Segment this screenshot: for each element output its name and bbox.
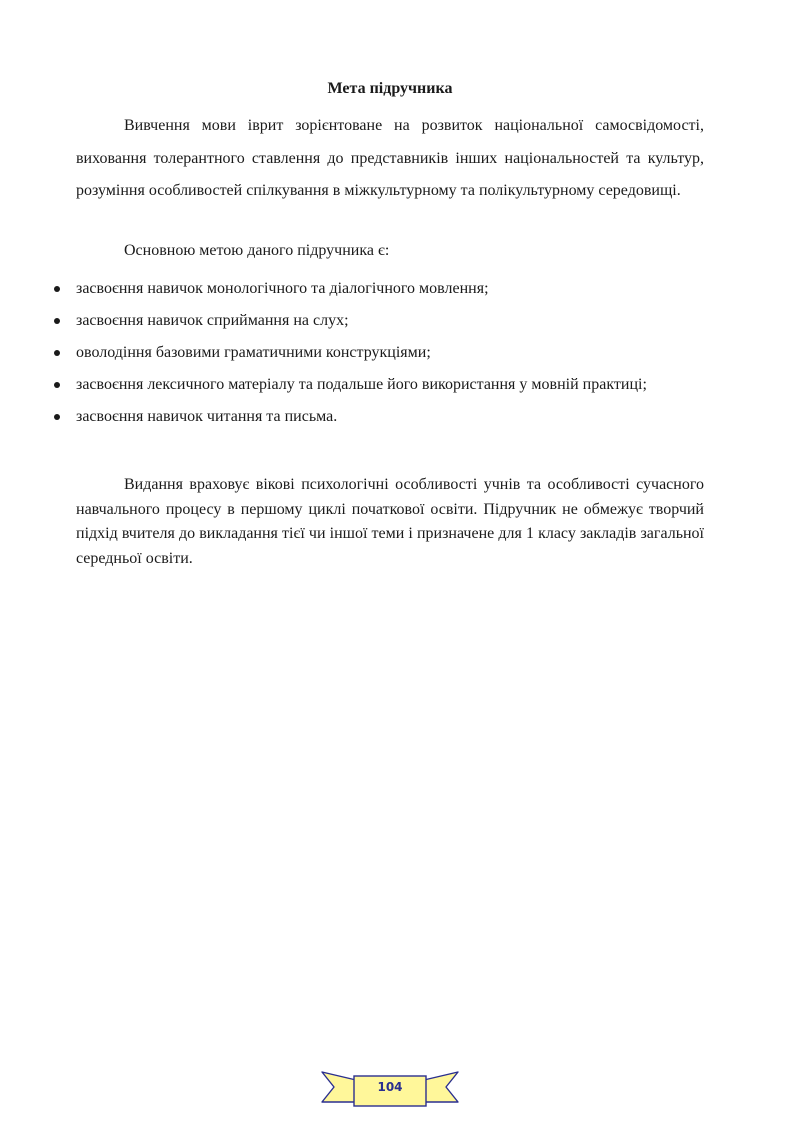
bullet-icon	[54, 350, 60, 356]
section-heading: Мета підручника	[327, 80, 453, 97]
bullet-icon	[54, 414, 60, 420]
list-item-text: засвоєння навичок читання та письма.	[76, 408, 338, 425]
list-item	[76, 305, 704, 337]
closing-paragraph: Видання враховує вікові психологічні особливості учнів та особливості сучасного навчального процесу в першому циклі початкової освіти. Підручник не обмежує творчий підхід вчителя до викладання тієї чи іншої теми і призначене для 1 класу закладів загальної середньої освіти.	[76, 476, 704, 567]
bullet-icon	[54, 382, 60, 388]
page-number-badge	[320, 1066, 460, 1110]
list-item-text: оволодіння базовими граматичними конструкціями;	[76, 344, 431, 361]
list-item-text: засвоєння лексичного матеріалу та подальше його використання у мовній практиці;	[76, 376, 647, 393]
page-number: 104	[377, 1080, 403, 1094]
bullet-icon	[54, 286, 60, 292]
intro-paragraph: Вивчення мови іврит зорієнтоване на розвиток національної самосвідомості, виховання толерантного ставлення до представників інших національностей та культур, розуміння особливостей спілкування в міжкультурному та полікультурному середовищі.	[76, 117, 704, 199]
list-item-text: засвоєння навичок сприймання на слух;	[76, 312, 349, 329]
list-item	[76, 273, 704, 305]
bullet-icon	[54, 318, 60, 324]
list-item	[76, 369, 704, 401]
goal-intro-paragraph: Основною метою даного підручника є:	[124, 242, 390, 259]
list-item-text: засвоєння навичок монологічного та діалогічного мовлення;	[76, 280, 489, 297]
list-item	[76, 401, 704, 433]
goals-list	[76, 273, 704, 433]
list-item	[76, 337, 704, 369]
